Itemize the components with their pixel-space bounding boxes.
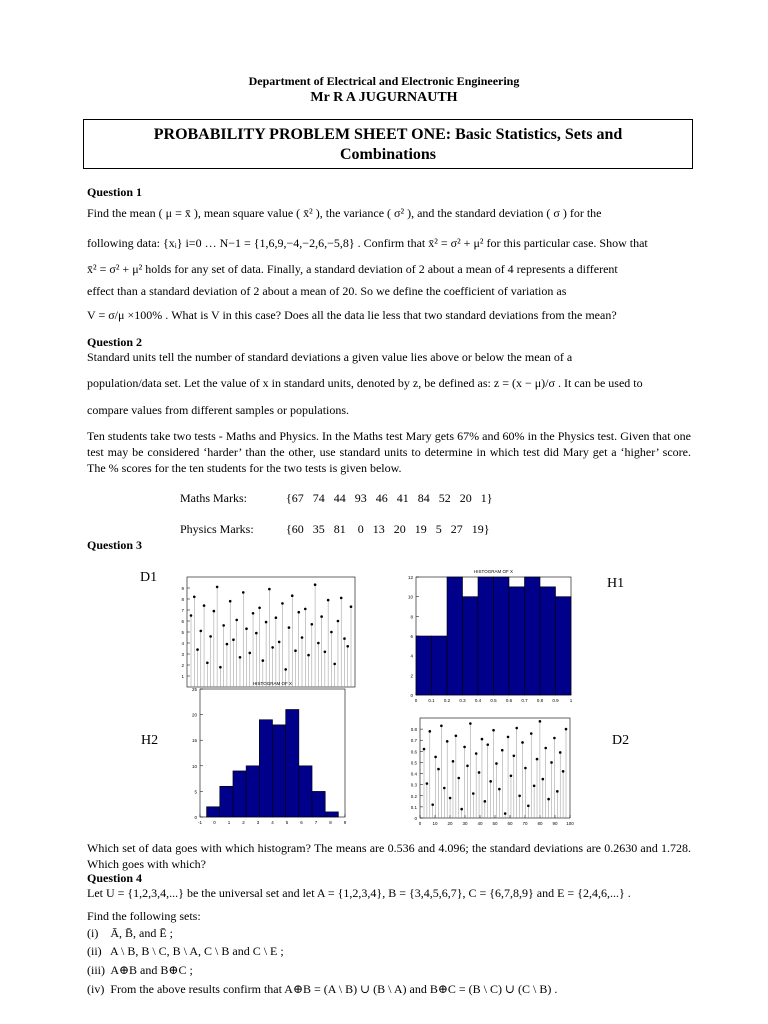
plot-label-h1: H1 xyxy=(607,576,625,591)
y-tick-label: 2 xyxy=(181,663,184,668)
y-tick-label: 4 xyxy=(410,653,413,659)
data-point xyxy=(539,720,542,723)
y-tick-label: 25 xyxy=(191,687,197,692)
data-point xyxy=(498,788,501,791)
q4-line-2: Find the following sets: xyxy=(87,909,201,923)
y-tick-label: 0.3 xyxy=(410,782,417,788)
y-tick-label: 10 xyxy=(191,763,197,769)
data-point xyxy=(524,767,527,770)
data-point xyxy=(562,770,565,773)
q2-line-1: Standard units tell the number of standard deviations a given value lies above or below the mean of a xyxy=(87,350,573,364)
data-point xyxy=(533,784,536,787)
data-point xyxy=(258,607,261,610)
y-tick-label: 6 xyxy=(181,619,184,624)
data-point xyxy=(219,666,222,669)
plot-frame xyxy=(420,718,570,818)
y-tick-label: 0 xyxy=(414,816,417,821)
y-tick-label: 12 xyxy=(407,575,413,580)
figure-panel xyxy=(175,565,595,835)
histogram-bar xyxy=(416,636,432,695)
x-tick-label: 3 xyxy=(256,820,260,825)
x-tick-label: 60 xyxy=(507,821,513,826)
y-tick-label: 4 xyxy=(181,641,184,646)
data-point xyxy=(255,632,258,635)
data-point xyxy=(275,616,278,619)
data-point xyxy=(337,620,340,623)
q4-item-iii: (iii) A⊕B and B⊕C ; xyxy=(87,963,193,977)
histogram-bar xyxy=(432,636,448,695)
x-tick-label: 1 xyxy=(227,820,231,825)
x-tick-label: 100 xyxy=(566,821,574,826)
x-tick-label: 2 xyxy=(242,820,245,825)
data-point xyxy=(478,771,481,774)
histogram-bar xyxy=(246,766,259,817)
histogram-bar xyxy=(494,577,510,695)
x-tick-label: 40 xyxy=(477,821,483,826)
data-point xyxy=(542,778,545,781)
data-point xyxy=(232,638,235,641)
x-tick-label: 80 xyxy=(537,821,543,826)
data-point xyxy=(213,610,216,613)
x-tick-label: 0.1 xyxy=(428,698,435,703)
data-point xyxy=(565,728,568,731)
chart-title: HISTOGRAM OF X xyxy=(253,681,292,686)
data-point xyxy=(216,586,219,589)
data-point xyxy=(343,637,346,640)
x-tick-label: 0 xyxy=(414,698,418,703)
title-line-2: Combinations xyxy=(339,146,437,163)
data-point xyxy=(327,599,330,602)
data-point xyxy=(294,649,297,652)
data-point xyxy=(320,615,323,618)
y-tick-label: 0.5 xyxy=(410,760,417,766)
x-tick-label: 4 xyxy=(271,820,274,825)
x-tick-label: 0 xyxy=(418,821,422,826)
data-point xyxy=(452,760,455,763)
data-point xyxy=(311,623,314,626)
q4-line-1: Let U = {1,2,3,4,...} be the universal set and let A = {1,2,3,4}, B = {3,4,5,6,7}, C = {6,7,8,9} and E = {2,4,6,...} . xyxy=(87,886,631,900)
physics-marks-values: {60 35 81 0 13 20 19 5 27 19} xyxy=(286,522,490,536)
histogram-bar xyxy=(478,577,494,695)
data-point xyxy=(330,631,333,634)
data-point xyxy=(226,643,229,646)
y-tick-label: 3 xyxy=(181,652,184,657)
data-point xyxy=(252,612,255,615)
data-point xyxy=(469,722,472,725)
y-tick-label: 0.6 xyxy=(410,749,417,755)
histogram-bar xyxy=(312,791,325,817)
data-point xyxy=(530,732,533,735)
data-point xyxy=(203,604,206,607)
q4-item-i: (i) Ā, B̄, and Ē ; xyxy=(87,926,173,940)
data-point xyxy=(317,642,320,645)
data-point xyxy=(489,780,492,783)
data-point xyxy=(443,787,446,790)
x-tick-label: 0.5 xyxy=(490,698,497,703)
y-tick-label: 9 xyxy=(181,586,184,591)
maths-marks-label: Maths Marks: xyxy=(180,491,247,505)
data-point xyxy=(291,594,294,597)
data-point xyxy=(492,729,495,732)
x-tick-label: 0 xyxy=(213,820,216,825)
histogram-bar xyxy=(233,771,246,817)
x-tick-label: 90 xyxy=(552,821,558,826)
data-point xyxy=(278,641,281,644)
data-point xyxy=(209,635,212,638)
y-tick-label: 1 xyxy=(181,674,184,679)
x-tick-label: 0.2 xyxy=(443,698,451,703)
data-point xyxy=(346,645,349,648)
x-tick-label: 0.8 xyxy=(536,698,544,703)
data-point xyxy=(193,596,196,599)
data-point xyxy=(314,583,317,586)
y-tick-label: 2 xyxy=(410,673,413,679)
data-point xyxy=(431,803,434,806)
q1-line-4: effect than a standard deviation of 2 about a mean of 20. So we define the coefficient of variation as xyxy=(87,284,567,298)
maths-marks-values: {67 74 44 93 46 41 84 52 20 1} xyxy=(286,491,493,505)
data-point xyxy=(350,605,353,608)
x-tick-label: 0.3 xyxy=(459,698,466,703)
x-tick-label: 0.6 xyxy=(505,698,513,703)
author-name: Mr R A JUGURNAUTH xyxy=(310,90,458,105)
data-point xyxy=(196,648,199,651)
x-tick-label: 70 xyxy=(522,821,528,826)
data-point xyxy=(559,751,562,754)
data-point xyxy=(297,611,300,614)
plot-h2 xyxy=(192,681,347,825)
y-tick-label: 0.7 xyxy=(410,738,417,744)
q4-item-ii: (ii) A \ B, B \ C, B \ A, C \ B and C \ E ; xyxy=(87,944,284,958)
data-point xyxy=(550,761,553,764)
data-point xyxy=(301,636,304,639)
x-tick-label: 20 xyxy=(447,821,453,826)
histogram-bar xyxy=(509,587,525,695)
q2-paragraph-2: Ten students take two tests - Maths and Physics. In the Maths test Mary gets 67% and 60% in the Physics test. Given that one test may be considered ‘harder’ than the other, use standard units to determine in which test did Mary get a ‘higher’ score. The % scores for the ten students for the two tests is given below. xyxy=(87,429,691,475)
data-point xyxy=(437,768,440,771)
data-point xyxy=(265,621,268,624)
y-tick-label: 15 xyxy=(191,738,197,744)
data-point xyxy=(190,614,193,617)
data-point xyxy=(248,652,251,655)
q1-line-2: following data: {xᵢ} i=0 … N−1 = {1,6,9,−4,−2,6,−5,8} . Confirm that x̄² = σ² + μ² for this particular case. Show that xyxy=(87,236,648,250)
data-point xyxy=(518,794,521,797)
plot-label-d2: D2 xyxy=(612,733,630,748)
chart-title: HISTOGRAM OF X xyxy=(474,569,513,574)
data-point xyxy=(486,743,489,746)
data-point xyxy=(527,804,530,807)
data-point xyxy=(268,588,271,591)
histogram-bar xyxy=(447,577,463,695)
x-tick-label: 10 xyxy=(432,821,438,826)
data-point xyxy=(455,734,458,737)
plot-label-h2: H2 xyxy=(141,733,159,748)
data-point xyxy=(423,748,426,751)
data-point xyxy=(222,624,225,627)
x-tick-label: 1 xyxy=(569,698,573,703)
plot-label-d1: D1 xyxy=(140,570,158,585)
data-point xyxy=(510,774,513,777)
question-3-heading: Question 3 xyxy=(87,538,143,552)
y-tick-label: 7 xyxy=(181,608,184,613)
y-tick-label: 0.4 xyxy=(410,771,417,777)
data-point xyxy=(245,627,248,630)
data-point xyxy=(324,651,327,654)
title-box xyxy=(83,119,693,169)
histogram-bar xyxy=(540,587,556,695)
y-tick-label: 5 xyxy=(181,630,184,635)
x-tick-label: 7 xyxy=(314,820,318,825)
data-point xyxy=(271,646,274,649)
y-tick-label: 0.8 xyxy=(410,727,417,733)
data-point xyxy=(460,808,463,811)
histogram-bar xyxy=(286,709,299,817)
data-point xyxy=(281,602,284,605)
data-point xyxy=(446,740,449,743)
data-point xyxy=(434,756,437,759)
x-tick-label: 9 xyxy=(343,820,347,825)
data-point xyxy=(484,800,487,803)
x-tick-label: 0.4 xyxy=(474,698,482,703)
q4-item-iv: (iv) From the above results confirm that A⊕B = (A \ B) ∪ (B \ A) and B⊕C = (B \ C) ∪ (C \ B) . xyxy=(87,982,558,996)
data-point xyxy=(333,663,336,666)
data-point xyxy=(544,747,547,750)
y-tick-label: 6 xyxy=(410,634,413,639)
q1-line-3: x̄² = σ² + μ² holds for any set of data. Finally, a standard deviation of 2 about a mean of 4 represents a different xyxy=(87,262,618,276)
data-point xyxy=(304,608,307,611)
data-point xyxy=(481,738,484,741)
data-point xyxy=(262,659,265,662)
y-tick-label: 5 xyxy=(194,789,197,795)
data-point xyxy=(284,668,287,671)
y-tick-label: 0.2 xyxy=(410,793,417,799)
data-point xyxy=(536,758,539,761)
histogram-bar xyxy=(299,766,312,817)
data-point xyxy=(463,746,466,749)
data-point xyxy=(242,591,245,594)
x-tick-label: 5 xyxy=(285,820,289,825)
x-tick-label: 30 xyxy=(462,821,468,826)
x-tick-label: 50 xyxy=(492,821,498,826)
data-point xyxy=(521,741,524,744)
q1-line-5: V = σ/μ ×100% . What is V in this case? Does all the data lie less that two standard deviations from the mean? xyxy=(87,308,617,322)
data-point xyxy=(440,724,443,727)
q3-text: Which set of data goes with which histogram? The means are 0.536 and 4.096; the standard deviations are 0.2630 and 1.728. Which goes with which? xyxy=(87,841,691,871)
q1-line-1: Find the mean ( μ = x̄ ), mean square value ( x̄² ), the variance ( σ² ), and the standard deviation ( σ ) for the xyxy=(87,206,602,220)
x-tick-label: 0.7 xyxy=(521,698,528,703)
data-point xyxy=(501,749,504,752)
question-2-heading: Question 2 xyxy=(87,335,143,349)
x-tick-label: 6 xyxy=(300,820,303,825)
plot-frame xyxy=(187,577,355,687)
histogram-bar xyxy=(325,812,338,817)
data-point xyxy=(556,790,559,793)
histogram-bar xyxy=(220,786,233,817)
data-point xyxy=(457,777,460,780)
y-tick-label: 8 xyxy=(410,614,413,620)
data-point xyxy=(307,654,310,657)
department-name: Department of Electrical and Electronic Engineering xyxy=(248,74,520,88)
histogram-bar xyxy=(463,597,479,695)
data-point xyxy=(229,600,232,603)
data-point xyxy=(515,727,518,730)
y-tick-label: 0 xyxy=(410,693,413,698)
histogram-bar xyxy=(259,720,272,817)
data-point xyxy=(553,737,556,740)
histogram-bar xyxy=(207,807,220,817)
q2-line-2: population/data set. Let the value of x in standard units, denoted by z, be defined as: z = (x − μ)/σ . It can be used to xyxy=(87,376,643,390)
title-line-1: PROBABILITY PROBLEM SHEET ONE: Basic Statistics, Sets and xyxy=(153,126,623,143)
x-tick-label: 0.9 xyxy=(552,698,559,703)
data-point xyxy=(428,730,431,733)
histogram-bar xyxy=(556,597,572,695)
physics-marks-label: Physics Marks: xyxy=(180,522,254,536)
data-point xyxy=(466,764,469,767)
data-point xyxy=(199,630,202,633)
data-point xyxy=(449,797,452,800)
data-point xyxy=(513,754,516,757)
data-point xyxy=(547,798,550,801)
histogram-bar xyxy=(525,577,541,695)
data-point xyxy=(495,762,498,765)
q2-line-3: compare values from different samples or populations. xyxy=(87,403,350,417)
plot-d1 xyxy=(181,577,355,687)
data-point xyxy=(235,619,238,622)
data-point xyxy=(426,782,429,785)
y-tick-label: 10 xyxy=(407,594,413,600)
data-point xyxy=(206,662,209,665)
data-point xyxy=(504,812,507,815)
y-tick-label: 8 xyxy=(181,597,184,602)
x-tick-label: -1 xyxy=(197,820,203,825)
data-point xyxy=(288,626,291,629)
y-tick-label: 0 xyxy=(194,815,197,820)
data-point xyxy=(239,656,242,659)
histogram-bar xyxy=(273,725,286,817)
data-point xyxy=(475,752,478,755)
plot-d2 xyxy=(411,718,575,826)
question-4-heading: Question 4 xyxy=(87,871,143,885)
data-point xyxy=(507,736,510,739)
plot-h1 xyxy=(408,569,573,703)
y-tick-label: 0.1 xyxy=(410,804,417,810)
data-point xyxy=(340,597,343,600)
question-1-heading: Question 1 xyxy=(87,185,143,199)
y-tick-label: 20 xyxy=(191,712,197,718)
x-tick-label: 8 xyxy=(329,820,332,825)
data-point xyxy=(472,792,475,795)
